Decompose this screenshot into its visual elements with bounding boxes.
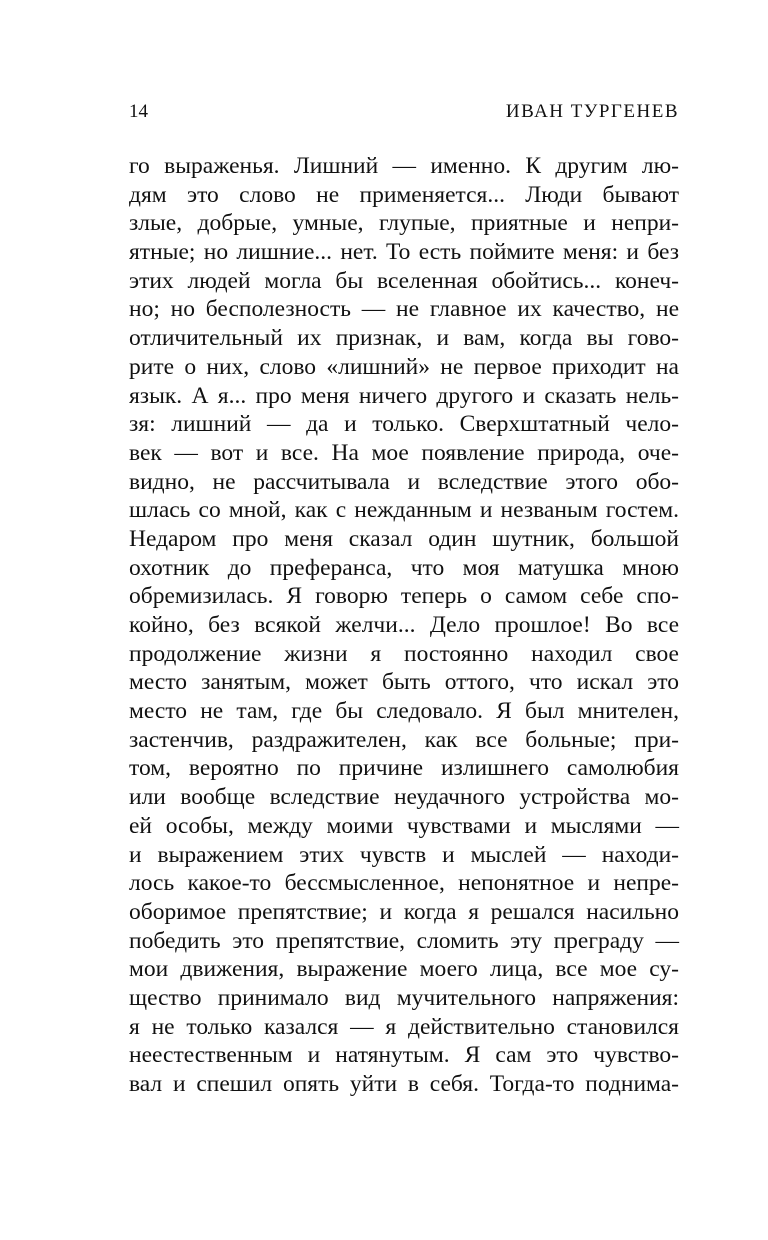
text-line: или вообще вследствие неудачного устройства мо- — [129, 784, 679, 811]
text-line: мои движения, выражение моего лица, все мое су- — [129, 956, 679, 983]
text-line: оборимое препятствие; и когда я решался насильно — [129, 898, 679, 925]
text-line: ятные; но лишние... нет. То есть поймите меня: и без — [129, 239, 679, 266]
text-line: охотник до преферанса, что моя матушка мною — [129, 554, 679, 581]
text-line: я не только казался — я действительно становился — [129, 1013, 679, 1040]
text-line: ей особы, между моими чувствами и мыслями — — [129, 812, 679, 839]
text-line: но; но бесполезность — не главное их качество, не — [129, 296, 679, 323]
text-line: победить это препятствие, сломить эту преграду — — [129, 927, 679, 954]
text-line: этих людей могла бы вселенная обойтись... конеч- — [129, 267, 679, 294]
body-text — [129, 152, 679, 1099]
text-line: щество принимало вид мучительного напряжения: — [129, 984, 679, 1011]
text-line: неестественным и натянутым. Я сам это чувство- — [129, 1042, 679, 1069]
text-line: застенчив, раздражителен, как все больные; при- — [129, 726, 679, 753]
text-line: койно, без всякой желчи... Дело прошлое! Во все — [129, 612, 679, 638]
page-number: 14 — [129, 101, 148, 122]
text-line: зя: лишний — да и только. Сверхштатный чело- — [129, 411, 679, 438]
text-line: злые, добрые, умные, глупые, приятные и непри- — [129, 210, 679, 237]
text-line: обремизилась. Я говорю теперь о самом себе спо- — [129, 583, 679, 610]
text-line: язык. А я... про меня ничего другого и сказать нель- — [129, 382, 679, 409]
running-title: ИВАН ТУРГЕНЕВ — [505, 101, 679, 122]
running-head — [129, 98, 679, 126]
text-line: место занятым, может быть оттого, что искал это — [129, 669, 679, 696]
text-line: лось какое-то бессмысленное, непонятное и непре- — [129, 870, 679, 897]
text-line: го выраженья. Лишний — именно. К другим лю- — [129, 153, 679, 179]
text-line: место не там, где бы следовало. Я был мнителен, — [129, 698, 679, 725]
text-line: дям это слово не применяется... Люди бывают — [129, 181, 679, 208]
text-line: рите о них, слово «лишний» не первое приходит на — [129, 353, 679, 380]
text-line: отличительный их признак, и вам, когда вы гово- — [129, 325, 679, 352]
text-line: том, вероятно по причине излишнего самолюбия — [129, 755, 679, 782]
text-line: видно, не рассчитывала и вследствие этого обо- — [129, 468, 679, 495]
text-line: век — вот и все. На мое появление природа, оче- — [129, 439, 679, 466]
text-line: продолжение жизни я постоянно находил свое — [129, 640, 679, 667]
text-line: и выражением этих чувств и мыслей — находи- — [129, 841, 679, 868]
text-line: Недаром про меня сказал один шутник, большой — [129, 525, 679, 552]
text-line: шлась со мной, как с нежданным и незваным гостем. — [129, 497, 679, 524]
text-line: вал и спешил опять уйти в себя. Тогда-то поднима- — [129, 1071, 679, 1097]
